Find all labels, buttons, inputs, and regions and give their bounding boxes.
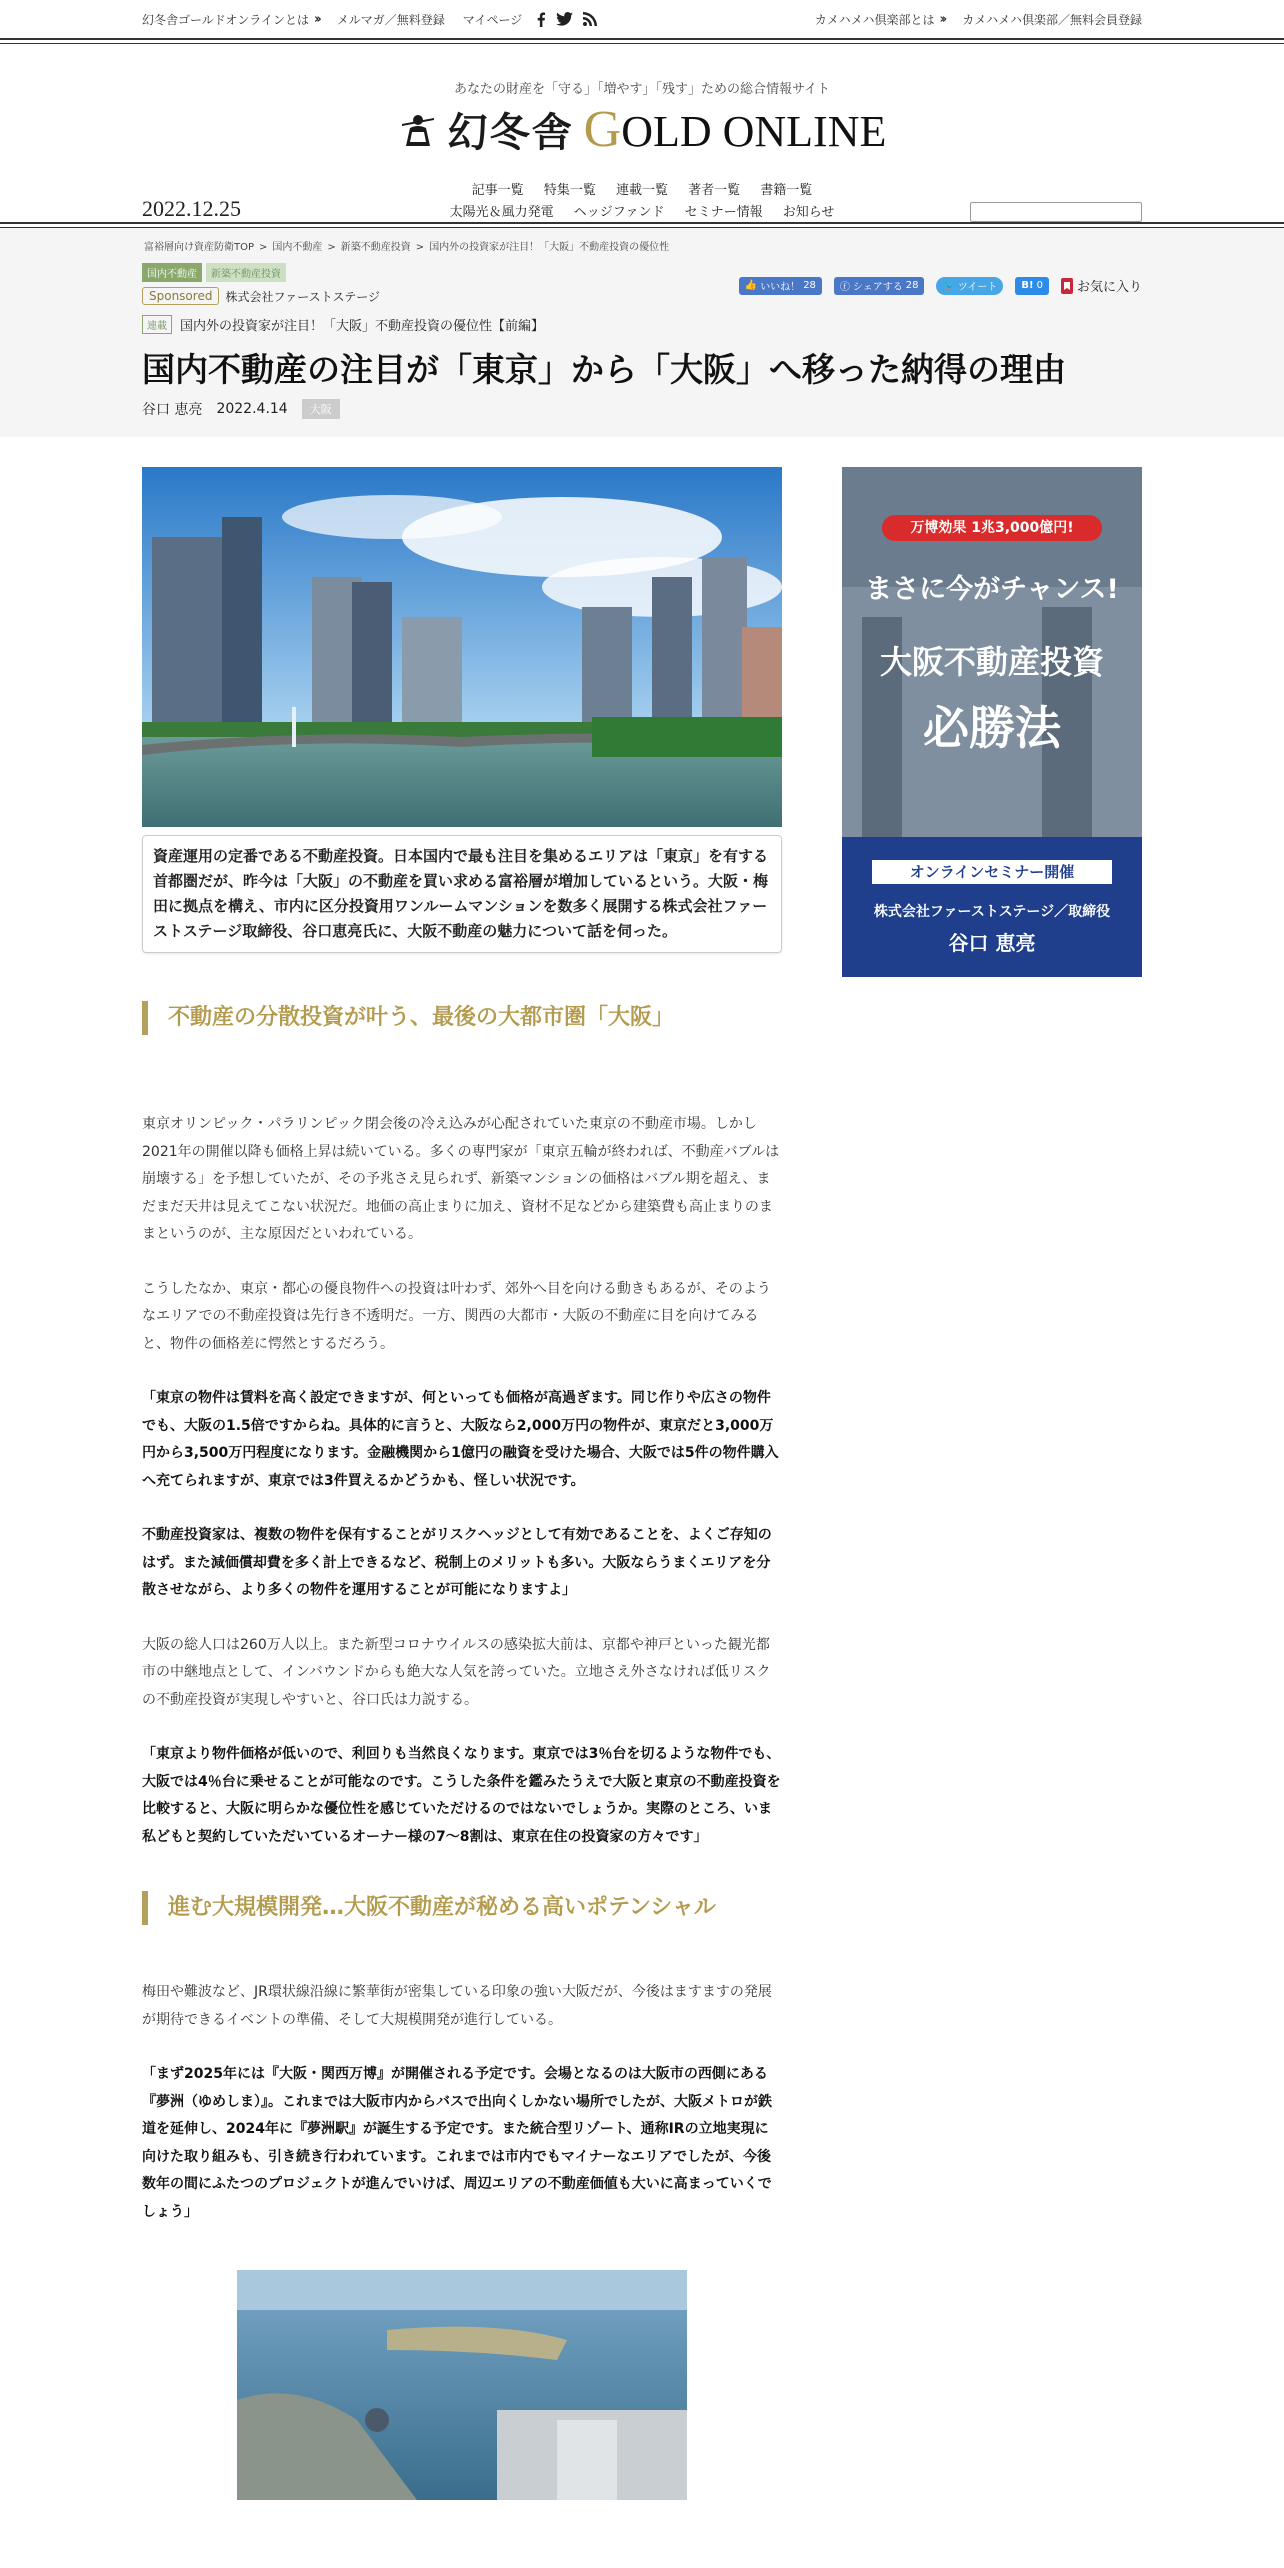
- thumbs-up-icon: 👍: [744, 280, 758, 291]
- breadcrumb-domestic[interactable]: 国内不動産: [272, 242, 323, 253]
- facebook-icon: ⓕ: [839, 282, 850, 293]
- paragraph-1: 東京オリンピック・パラリンピック閉会後の冷え込みが心配されていた東京の不動産市場。しかし2021年の開催以降も価格上昇は続いている。多くの専門家が「東京五輪が終われば、不動産バブルは崩壊する」を予想していたが、その予兆さえ見られず、新築マンションの価格はバブル期を超え、まだまだ天井は見えてこない状況だ。地価の高止まりに加え、資材不足などから建築費も高止まりのままというのが、主な原因だといわれている。: [142, 1116, 780, 1242]
- yumeshima-aerial-photo: [237, 2270, 687, 2500]
- site-tagline: あなたの財産を「守る」「増やす」「残す」ための総合情報サイト: [453, 82, 831, 97]
- breadcrumb-top[interactable]: 富裕層向け資産防衛TOP: [144, 242, 255, 253]
- hero-image-osaka-skyline: [142, 467, 782, 827]
- breadcrumb-new-build[interactable]: 新築不動産投資: [340, 242, 411, 253]
- rss-icon[interactable]: [583, 12, 597, 26]
- paragraph-8: 「まず2025年には『大阪・関西万博』が開催される予定です。会場となるのは大阪市の西側にある『夢洲（ゆめしま）』。これまでは大阪市内からバスで出向くしかない場所でしたが、大阪メトロが鉄道を延伸し、2024年に『夢洲駅』が誕生する予定です。また統合型リゾート、通称IRの立地実現に向けた取り組みも、引き続き行われています。これまでは市内でもマイナーなエリアでしたが、今後数年の間にふたつのプロジェクトが進んでいけば、周辺エリアの不動産価値も大いに高まっていくでしょう」: [142, 2066, 772, 2220]
- ad-company: 株式会社ファーストステージ／取締役: [873, 904, 1111, 920]
- fb-share-button[interactable]: ⓕ シェアする 28: [834, 277, 925, 295]
- kamehameha-about-link[interactable]: カメハメハ倶楽部とは ››: [814, 11, 945, 27]
- paragraph-2: こうしたなか、東京・都心の優良物件への投資は叶わず、郊外へ目を向ける動きもあるが、そのようなエリアでの不動産投資は先行き不透明だ。一方、関西の大都市・大阪の不動産に目を向けてみると、物件の価格差に愕然とするだろう。: [142, 1280, 771, 1352]
- logo-english: GOLD ONLINE: [583, 101, 887, 158]
- nav-books[interactable]: 書籍一覧: [760, 183, 813, 198]
- nav-hedge-fund[interactable]: ヘッジファンド: [573, 205, 665, 220]
- publish-date: 2022.4.14: [216, 401, 288, 417]
- breadcrumb-series[interactable]: 国内外の投資家が注目！「大阪」不動産投資の優位性: [429, 242, 670, 253]
- article-body: [142, 467, 782, 2500]
- favorite-button[interactable]: お気に入り: [1061, 276, 1142, 295]
- paragraph-3: 「東京の物件は賃料を高く設定できますが、何といっても価格が高過ぎます。同じ作りや広さの物件でも、大阪の1.5倍ですからね。具体的に言うと、大阪なら2,000万円の物件が、東京だと3,000万円から3,500万円程度になります。金融機関から1億円の融資を受けた場合、大阪では5件の物件購入へ充てられますが、東京では3件買えるかどうかも、怪しい状況です。: [142, 1390, 779, 1489]
- ad-seminar-label: オンラインセミナー開催: [872, 860, 1112, 884]
- article-title: 国内不動産の注目が「東京」から「大阪」へ移った納得の理由: [142, 350, 1066, 389]
- sponsor-company: 株式会社ファーストステージ: [225, 289, 381, 304]
- mypage-link[interactable]: マイページ: [462, 12, 523, 27]
- twitter-icon[interactable]: [556, 12, 573, 26]
- series-title: 国内外の投資家が注目！「大阪」不動産投資の優位性【前編】: [180, 319, 545, 334]
- article-meta: [142, 399, 1142, 419]
- ad-badge: 万博効果 1兆3,000億円!: [882, 515, 1102, 541]
- like-button[interactable]: 👍 いいね！ 28: [739, 277, 822, 295]
- sidebar: [842, 467, 1142, 2500]
- site-header: [142, 44, 1142, 222]
- newsletter-link[interactable]: メルマガ／無料登録: [336, 12, 445, 27]
- breadcrumb: 富裕層向け資産防衛TOP > 国内不動産 > 新築不動産投資 > 国内外の投資家が注目！「大阪」不動産投資の優位性: [144, 242, 670, 253]
- ad-line1: まさに今がチャンス!: [865, 574, 1119, 605]
- nav-articles[interactable]: 記事一覧: [471, 183, 524, 198]
- section-heading-2: 進む大規模開発…大阪不動産が秘める高いポテンシャル: [142, 1891, 782, 1925]
- facebook-icon[interactable]: [536, 12, 546, 27]
- top-bar: [142, 0, 1142, 38]
- bookmark-icon: [1061, 278, 1073, 294]
- author-name[interactable]: 谷口 恵亮: [142, 402, 203, 418]
- paragraph-5: 大阪の総人口は260万人以上。また新型コロナウイルスの感染拡大前は、京都や神戸といった観光都市の中継地点として、インバウンドからも絶大な人気を誇っていた。立地さえ外さなければ低リスクの不動産投資が実現しやすいと、谷口氏は力説する。: [142, 1636, 771, 1708]
- nav-seminar[interactable]: セミナー情報: [684, 205, 763, 220]
- double-chevron-icon: ››: [939, 11, 945, 27]
- nav-solar-wind[interactable]: 太陽光＆風力発電: [449, 205, 554, 220]
- area-badge[interactable]: 大阪: [302, 399, 340, 419]
- tag-domestic-realestate[interactable]: 国内不動産: [142, 263, 202, 282]
- article-header: [0, 228, 1284, 437]
- nav-features[interactable]: 特集一覧: [543, 183, 596, 198]
- ad-line2: 大阪不動産投資: [879, 643, 1104, 681]
- tweet-button[interactable]: 🐦 ツイート: [936, 277, 1003, 295]
- ad-name: 谷口 恵亮: [948, 931, 1036, 955]
- article-lead: 資産運用の定番である不動産投資。日本国内で最も注目を集めるエリアは「東京」を有する首都圏だが、昨今は「大阪」の不動産を買い求める富裕層が増加しているという。大阪・梅田に拠点を構え、市内に区分投資用ワンルームマンションを数多く展開する株式会社ファーストステージ取締役、谷口恵亮氏に、大阪不動産の魅力について話を伺った。: [142, 835, 782, 953]
- twitter-icon: 🐦: [942, 280, 955, 291]
- double-chevron-icon: ››: [314, 11, 319, 27]
- about-link[interactable]: 幻冬舎ゴールドオンラインとは ››: [142, 11, 319, 27]
- series-line[interactable]: [142, 315, 1142, 334]
- seminar-ad-banner[interactable]: [842, 467, 1142, 977]
- sponsored-badge: Sponsored: [142, 287, 219, 305]
- nav-authors[interactable]: 著者一覧: [688, 183, 741, 198]
- nav-series[interactable]: 連載一覧: [615, 183, 668, 198]
- share-bar: [739, 276, 1142, 295]
- samurai-logo-icon: [398, 110, 438, 150]
- kamehameha-register-link[interactable]: カメハメハ倶楽部／無料会員登録: [962, 12, 1142, 27]
- paragraph-7: 梅田や難波など、JR環状線沿線に繁華街が密集している印象の強い大阪だが、今後はますますの発展が期待できるイベントの準備、そして大規模開発が進行している。: [142, 1984, 772, 2028]
- tag-new-build[interactable]: 新築不動産投資: [206, 263, 286, 282]
- section-heading-1: 不動産の分散投資が叶う、最後の大都市圏「大阪」: [142, 1001, 782, 1035]
- series-badge: 連載: [142, 315, 172, 334]
- paragraph-4: 不動産投資家は、複数の物件を保有することがリスクヘッジとして有効であることを、よくご存知のはず。また減価償却費を多く計上できるなど、税制上のメリットも多い。大阪ならうまくエリアを分散させながら、より多くの物件を運用することが可能になりますよ」: [142, 1527, 772, 1598]
- logo-japanese: 幻冬舎: [447, 109, 574, 156]
- nav-news[interactable]: お知らせ: [782, 205, 835, 220]
- current-date: 2022.12.25: [142, 196, 241, 221]
- paragraph-6: 「東京より物件価格が低いので、利回りも当然良くなります。東京では3％台を切るような物件でも、大阪では4％台に乗せることが可能なのです。こうした条件を鑑みたうえで大阪と東京の不動産投資を比較すると、大阪に明らかな優位性を感じていただけるのではないでしょうか。実際のところ、いま私どもと契約していただいているオーナー様の7～8割は、東京在住の投資家の方々です」: [142, 1746, 781, 1845]
- hatena-button[interactable]: B! 0: [1015, 277, 1049, 295]
- search-input[interactable]: [970, 202, 1142, 222]
- ad-line3: 必勝法: [923, 701, 1061, 755]
- site-logo[interactable]: [142, 100, 1142, 159]
